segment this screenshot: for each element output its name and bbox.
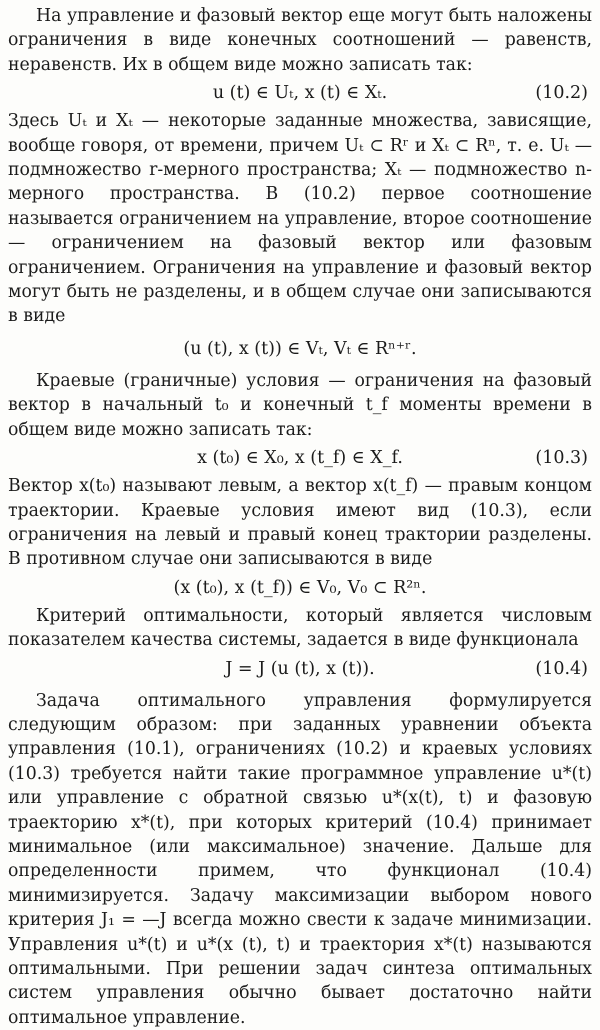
paragraph-6: Задача оптимального управления формулируется следующим образом: при заданных уравнении объекта управления (10.1), ограничениях (10.2) и краевых условиях (10.3) требуется найти такие программное управление u*(t) или управление с обратной связью u*(x(t), t) и фазовую траекторию x*(t), при которых критерий (10.4) принимает минимальное (или максимальное) значение. Дальше для определенности примем, что функционал (10.4) минимизируется. Задачу максимизации выбором нового критерия J₁ = —J всегда можно свести к задаче минимизации. Управления u*(t) и u*(x (t), t) и траектория x*(t) называются оптимальными. При решении задач синтеза оптимальных систем управления обычно бывает достаточно найти оптимальное управление. (8, 690, 592, 1028)
paragraph-5: Критерий оптимальности, который является числовым показателем качества системы, задается в виде функционала (8, 605, 592, 651)
paragraph-3: Краевые (граничные) условия — ограничения на фазовый вектор в начальный t₀ и конечный t_f моменты времени в общем виде можно записать так: (8, 370, 592, 440)
equation-body: (u (t), x (t)) ∈ Vₜ, Vₜ ∈ Rⁿ⁺ʳ. (183, 338, 417, 359)
equation-10-3 (8, 442, 592, 474)
paragraph-4: Вектор x(t₀) называют левым, а вектор x(t_f) — правым концом траектории. Краевые условия имеют вид (10.3), если ограничения на левый и правый конец трактории разделены. В противном случае они записываются в виде (8, 476, 592, 570)
equation-number: (10.4) (535, 658, 588, 679)
equation-number: (10.2) (535, 83, 588, 104)
equation-body: (x (t₀), x (t_f)) ∈ V₀, V₀ ⊂ R²ⁿ. (173, 577, 427, 598)
equation-body: u (t) ∈ Uₜ, x (t) ∈ Xₜ. (212, 83, 388, 104)
equation-body: J = J (u (t), x (t)). (225, 658, 375, 679)
equation-number: (10.3) (535, 448, 588, 469)
equation-boundary-joint (8, 572, 592, 604)
equation-10-4 (8, 653, 592, 685)
equation-body: x (t₀) ∈ X₀, x (t_f) ∈ X_f. (197, 448, 403, 469)
equation-10-2 (8, 77, 592, 109)
document-page (8, 4, 592, 1030)
paragraph-1: На управление и фазовый вектор еще могут быть наложены ограничения в виде конечных соотношений — равенств, неравенств. Их в общем виде можно записать так: (8, 6, 592, 75)
paragraph-2: Здесь Uₜ и Xₜ — некоторые заданные множества, зависящие, вообще говоря, от времени, причем Uₜ ⊂ Rʳ и Xₜ ⊂ Rⁿ, т. е. Uₜ — подмножество r-мерного пространства; Xₜ — подмножество n-мерного пространства. В (10.2) первое соотношение называется ограничением на управление, второе соотношение — ограничением на фазовый вектор или фазовым ограничением. Ограничения на управление и фазовый вектор могут быть не разделены, и в общем случае они записываются в виде (8, 111, 592, 327)
equation-joint-constraint (8, 333, 592, 365)
